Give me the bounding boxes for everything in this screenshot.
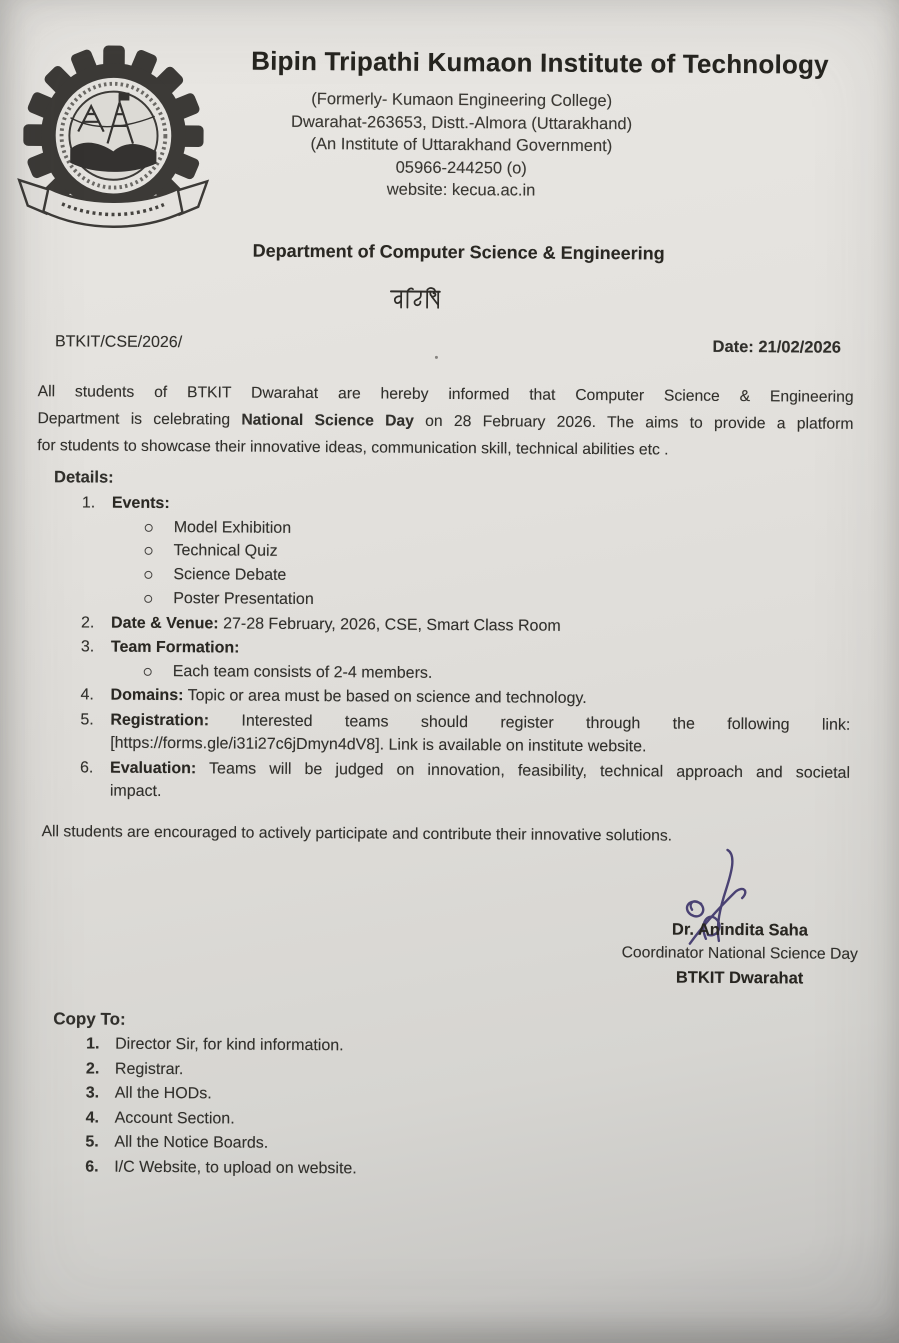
national-science-day-bold: National Science Day xyxy=(241,411,414,430)
sub-item: Technical Quiz xyxy=(111,539,851,568)
list-number: 2. xyxy=(85,1060,100,1078)
registration-link-line: [https://forms.gle/i31i27c6jDmyn4dV8]. Link is available on institute website. xyxy=(110,735,647,756)
evaluation-line-2: impact. xyxy=(109,783,162,801)
list-item-registration xyxy=(52,708,850,761)
copy-to-heading: Copy To: xyxy=(53,1009,126,1029)
sub-item: Each team consists of 2-4 members. xyxy=(111,659,851,688)
intro-line-2: Department is celebrating National Science Day on 28 February 2026. The aims to provide a platform xyxy=(37,410,854,433)
list-number: 3. xyxy=(85,1084,100,1102)
signatory-name: Dr. Anindita Saha xyxy=(671,920,808,940)
circle-bullet xyxy=(144,571,152,579)
details-list xyxy=(52,491,854,809)
list-item-date-venue: 2. Date & Venue: 27-28 February, 2026, CSE, Smart Class Room xyxy=(53,611,851,640)
sub-item: Science Debate xyxy=(111,563,851,592)
signatory-block xyxy=(612,917,868,991)
copy-to-item: 2. Registrar. xyxy=(53,1057,753,1085)
evaluation-line-1: Evaluation: Teams will be judged on innovation, feasibility, technical approach and societal xyxy=(109,759,851,782)
details-section xyxy=(52,468,854,810)
intro-line-1: All students of BTKIT Dwarahat are hereby informed that Computer Science & Engineering xyxy=(37,383,854,406)
closing-paragraph: All students are encouraged to actively participate and contribute their innovative solutions. xyxy=(41,823,673,845)
list-number: 6. xyxy=(85,1158,99,1176)
copy-to-item: 1. Director Sir, for kind information. xyxy=(53,1032,753,1060)
list-number: 3. xyxy=(80,638,95,656)
sub-item: Model Exhibition xyxy=(112,515,852,544)
details-heading: Details: xyxy=(54,468,114,487)
circle-bullet xyxy=(144,668,152,676)
circle-bullet xyxy=(145,523,153,531)
reference-number: BTKIT/CSE/2026/ xyxy=(54,333,183,352)
notice-hindi-glyphs xyxy=(389,286,441,311)
intro-line-3: for students to showcase their innovative ideas, communication skill, technical abilities etc . xyxy=(37,437,669,459)
notice-title-hindi xyxy=(389,286,441,316)
letterhead-line-phone: 05966-244250 (o) xyxy=(395,158,527,178)
reference-date-row xyxy=(55,333,841,357)
department-heading: Department of Computer Science & Engineering xyxy=(252,240,665,264)
copy-to-item: 3. All the HODs. xyxy=(53,1081,753,1109)
letterhead-details xyxy=(61,86,862,205)
intro-paragraph xyxy=(37,378,854,465)
list-number: 2. xyxy=(81,614,95,632)
sub-item: Poster Presentation xyxy=(111,587,851,616)
list-number: 4. xyxy=(85,1109,100,1127)
list-number: 5. xyxy=(80,711,94,729)
copy-to-item: 5. All the Notice Boards. xyxy=(52,1131,752,1159)
list-number: 1. xyxy=(81,494,96,512)
list-item-evaluation xyxy=(52,756,850,809)
signatory-organization: BTKIT Dwarahat xyxy=(675,968,804,988)
letterhead-line-institute-type: (An Institute of Uttarakhand Government) xyxy=(310,135,613,156)
list-item-events: 1. Events: Model Exhibition Technical Quiz Science Debate Poster Presentation xyxy=(53,491,852,615)
list-number: 6. xyxy=(79,759,94,777)
list-number: 5. xyxy=(85,1133,99,1151)
circle-bullet xyxy=(144,595,152,603)
copy-to-item: 4. Account Section. xyxy=(53,1106,753,1134)
institute-name: Bipin Tripathi Kumaon Institute of Technology xyxy=(251,45,829,80)
notice-date: Date: 21/02/2026 xyxy=(712,337,842,357)
letterhead-line-website: website: kecua.ac.in xyxy=(386,180,536,200)
scan-speck xyxy=(435,356,438,359)
signatory-role: Coordinator National Science Day xyxy=(621,944,858,963)
copy-to-section xyxy=(52,1009,753,1184)
list-number: 4. xyxy=(80,686,94,705)
list-number: 1. xyxy=(86,1035,100,1053)
registration-line-1: Registration: Interested teams should register through the following link: xyxy=(110,711,851,734)
circle-bullet xyxy=(145,547,153,555)
list-item-team-formation: 3. Team Formation: Each team consists of 2-4 members. xyxy=(53,635,851,688)
letterhead-line-address: Dwarahat-263653, Distt.-Almora (Uttarakhand) xyxy=(290,112,633,133)
list-item-domains: 4. Domains: Topic or area must be based on science and technology. xyxy=(52,684,850,713)
letterhead-line-former-name: (Formerly- Kumaon Engineering College) xyxy=(311,90,613,111)
copy-to-item: 6. I/C Website, to upload on website. xyxy=(52,1155,752,1183)
copy-to-list xyxy=(52,1032,753,1183)
